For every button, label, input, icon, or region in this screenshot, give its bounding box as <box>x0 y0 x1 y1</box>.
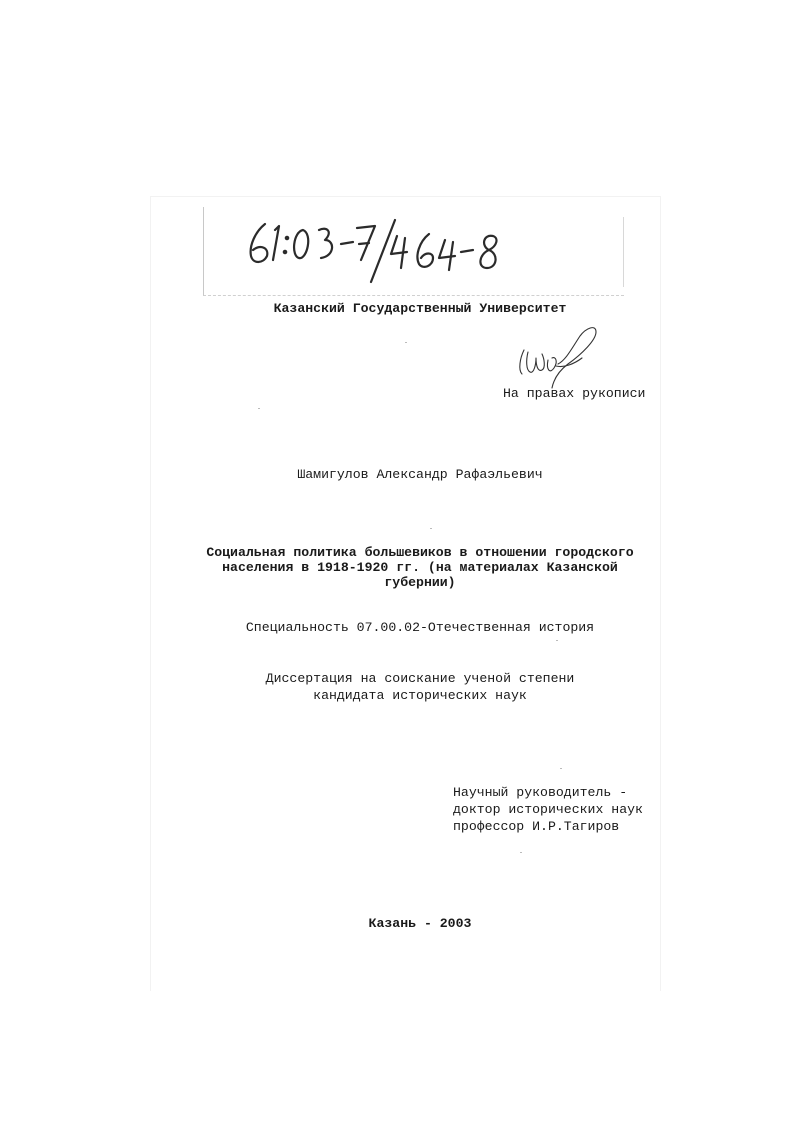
supervisor-line: профессор И.Р.Тагиров <box>453 819 620 834</box>
scan-edge-top <box>150 196 660 197</box>
author-name: Шамигулов Александр Рафаэльевич <box>297 467 543 482</box>
city-year: Казань - 2003 <box>368 916 472 931</box>
supervisor-line: Научный руководитель - <box>453 785 628 800</box>
catalog-number-handwritten <box>245 210 515 290</box>
specialty-code: Специальность 07.00.02-Отечественная история <box>245 620 595 635</box>
title-line: Социальная политика большевиков в отношении городского <box>206 545 634 560</box>
scan-speck <box>405 342 407 343</box>
scan-speck <box>258 408 260 409</box>
degree-line: Диссертация на соискание ученой степени <box>265 671 575 686</box>
signature <box>508 320 608 392</box>
title-line: губернии) <box>384 575 456 590</box>
scan-speck <box>560 768 562 769</box>
supervisor-line: доктор исторических наук <box>453 802 643 817</box>
title-line: населения в 1918-1920 гг. (на материалах Казанской <box>222 560 618 575</box>
scan-speck <box>520 852 522 853</box>
manuscript-rights-note: На правах рукописи <box>503 386 646 401</box>
degree-line: кандидата исторических наук <box>313 688 527 703</box>
degree-statement <box>0 670 795 704</box>
supervisor-block <box>453 784 643 835</box>
dissertation-title <box>0 545 795 590</box>
scan-speck <box>556 640 558 641</box>
scan-speck <box>430 528 432 529</box>
university-name: Казанский Государственный Университет <box>273 301 567 316</box>
